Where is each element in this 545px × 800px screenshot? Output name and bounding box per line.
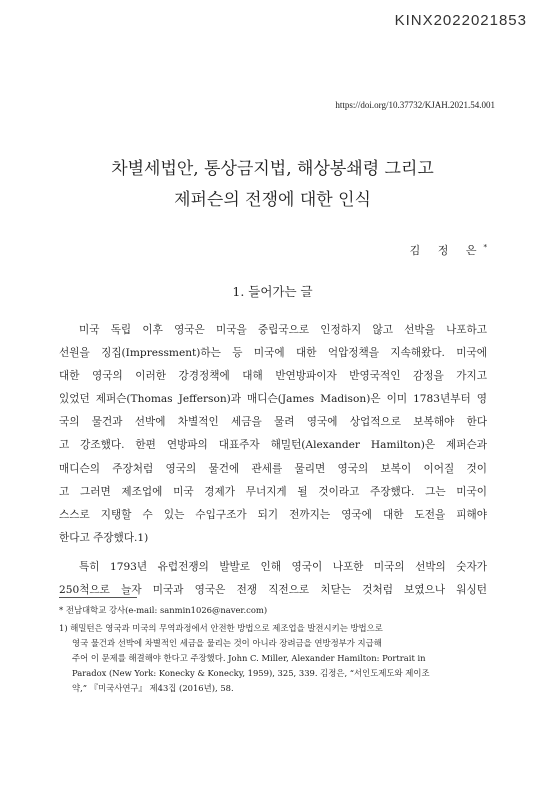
doi-link[interactable]: https://doi.org/10.37732/KJAH.2021.54.001 bbox=[335, 100, 495, 110]
text-line: 대한 영국의 이러한 강경정책에 대해 반연방파이자 반영국적인 감정을 가지고 bbox=[59, 370, 487, 383]
author bbox=[410, 242, 487, 258]
author-name: 김 정 은 bbox=[409, 244, 484, 257]
text-line: 있었던 제퍼슨(Thomas Jefferson)과 매디슨(James Madison)은 이미 1783년부터 영 bbox=[59, 393, 487, 406]
text-line: 매디슨의 주장처럼 영국의 물건에 관세를 물리면 영국의 보복이 이어질 것이 bbox=[59, 462, 487, 475]
footnote-line: 약,” 『미국사연구』 제43집 (2016년), 58. bbox=[72, 683, 234, 693]
text-line: 선원을 징집(Impressment)하는 등 미국에 대한 억압정책을 지속해왔다. 미국에 bbox=[59, 347, 487, 360]
footnote-line: 주어 이 문제를 해결해야 한다고 주장했다. John C. Miller, Alexander Hamilton: Portrait in bbox=[72, 653, 426, 663]
title-line-1: 차별세법안, 통상금지법, 해상봉쇄령 그리고 bbox=[111, 159, 434, 179]
document-id: KINX2022021853 bbox=[394, 12, 527, 29]
author-affiliation-note: * 전남대학교 강사(e-mail: sanmin1026@naver.com) bbox=[59, 605, 268, 615]
footnote-line: 영국 물건과 선박에 차별적인 세금을 물리는 것이 아니라 장려금을 연방정부가 지급해 bbox=[72, 638, 382, 648]
text-line: 미국 독립 이후 영국은 미국을 중립국으로 인정하지 않고 선박을 나포하고 bbox=[79, 324, 487, 336]
title-line-2: 제퍼슨의 전쟁에 대한 인식 bbox=[174, 190, 371, 210]
text-line: 국의 물건과 선박에 차별적인 세금을 물려 영국에 상업적으로 보복해야 한다 bbox=[59, 416, 487, 429]
body-text bbox=[59, 319, 487, 602]
text-line: 스스로 지탱할 수 있는 수입구조가 되기 전까지는 영국에 대한 도전을 피해야 bbox=[59, 508, 487, 521]
footnotes bbox=[59, 603, 487, 696]
author-footnote-mark: * bbox=[483, 243, 487, 252]
paper-title bbox=[0, 154, 545, 216]
text-line: 특히 1793년 유럽전쟁의 발발로 인해 영국이 나포한 미국의 선박의 숫자가 bbox=[79, 560, 487, 573]
footnote-line: 1) 해밀턴은 영국과 미국의 무역과정에서 안전한 방법으로 제조업을 발전시키는 방법으로 bbox=[59, 623, 383, 633]
text-line: 한다고 주장했다.1) bbox=[59, 531, 149, 544]
text-line: 고 강조했다. 한편 연방파의 대표주자 해밀턴(Alexander Hamilton)은 제퍼슨과 bbox=[59, 439, 487, 452]
section-heading: 1. 들어가는 글 bbox=[232, 284, 313, 299]
text-line: 고 그러면 제조업에 미국 경제가 무너지게 될 것이라고 주장했다. 그는 미국이 bbox=[59, 485, 487, 498]
footnote-divider bbox=[59, 597, 137, 598]
text-line: 250척으로 늘자 미국과 영국은 전쟁 직전으로 치닫는 것처럼 보였으나 워싱턴 bbox=[59, 584, 487, 597]
footnote-line: Paradox (New York: Konecky & Konecky, 1959), 325, 339. 김정은, “서인도제도와 제이조 bbox=[72, 668, 430, 678]
